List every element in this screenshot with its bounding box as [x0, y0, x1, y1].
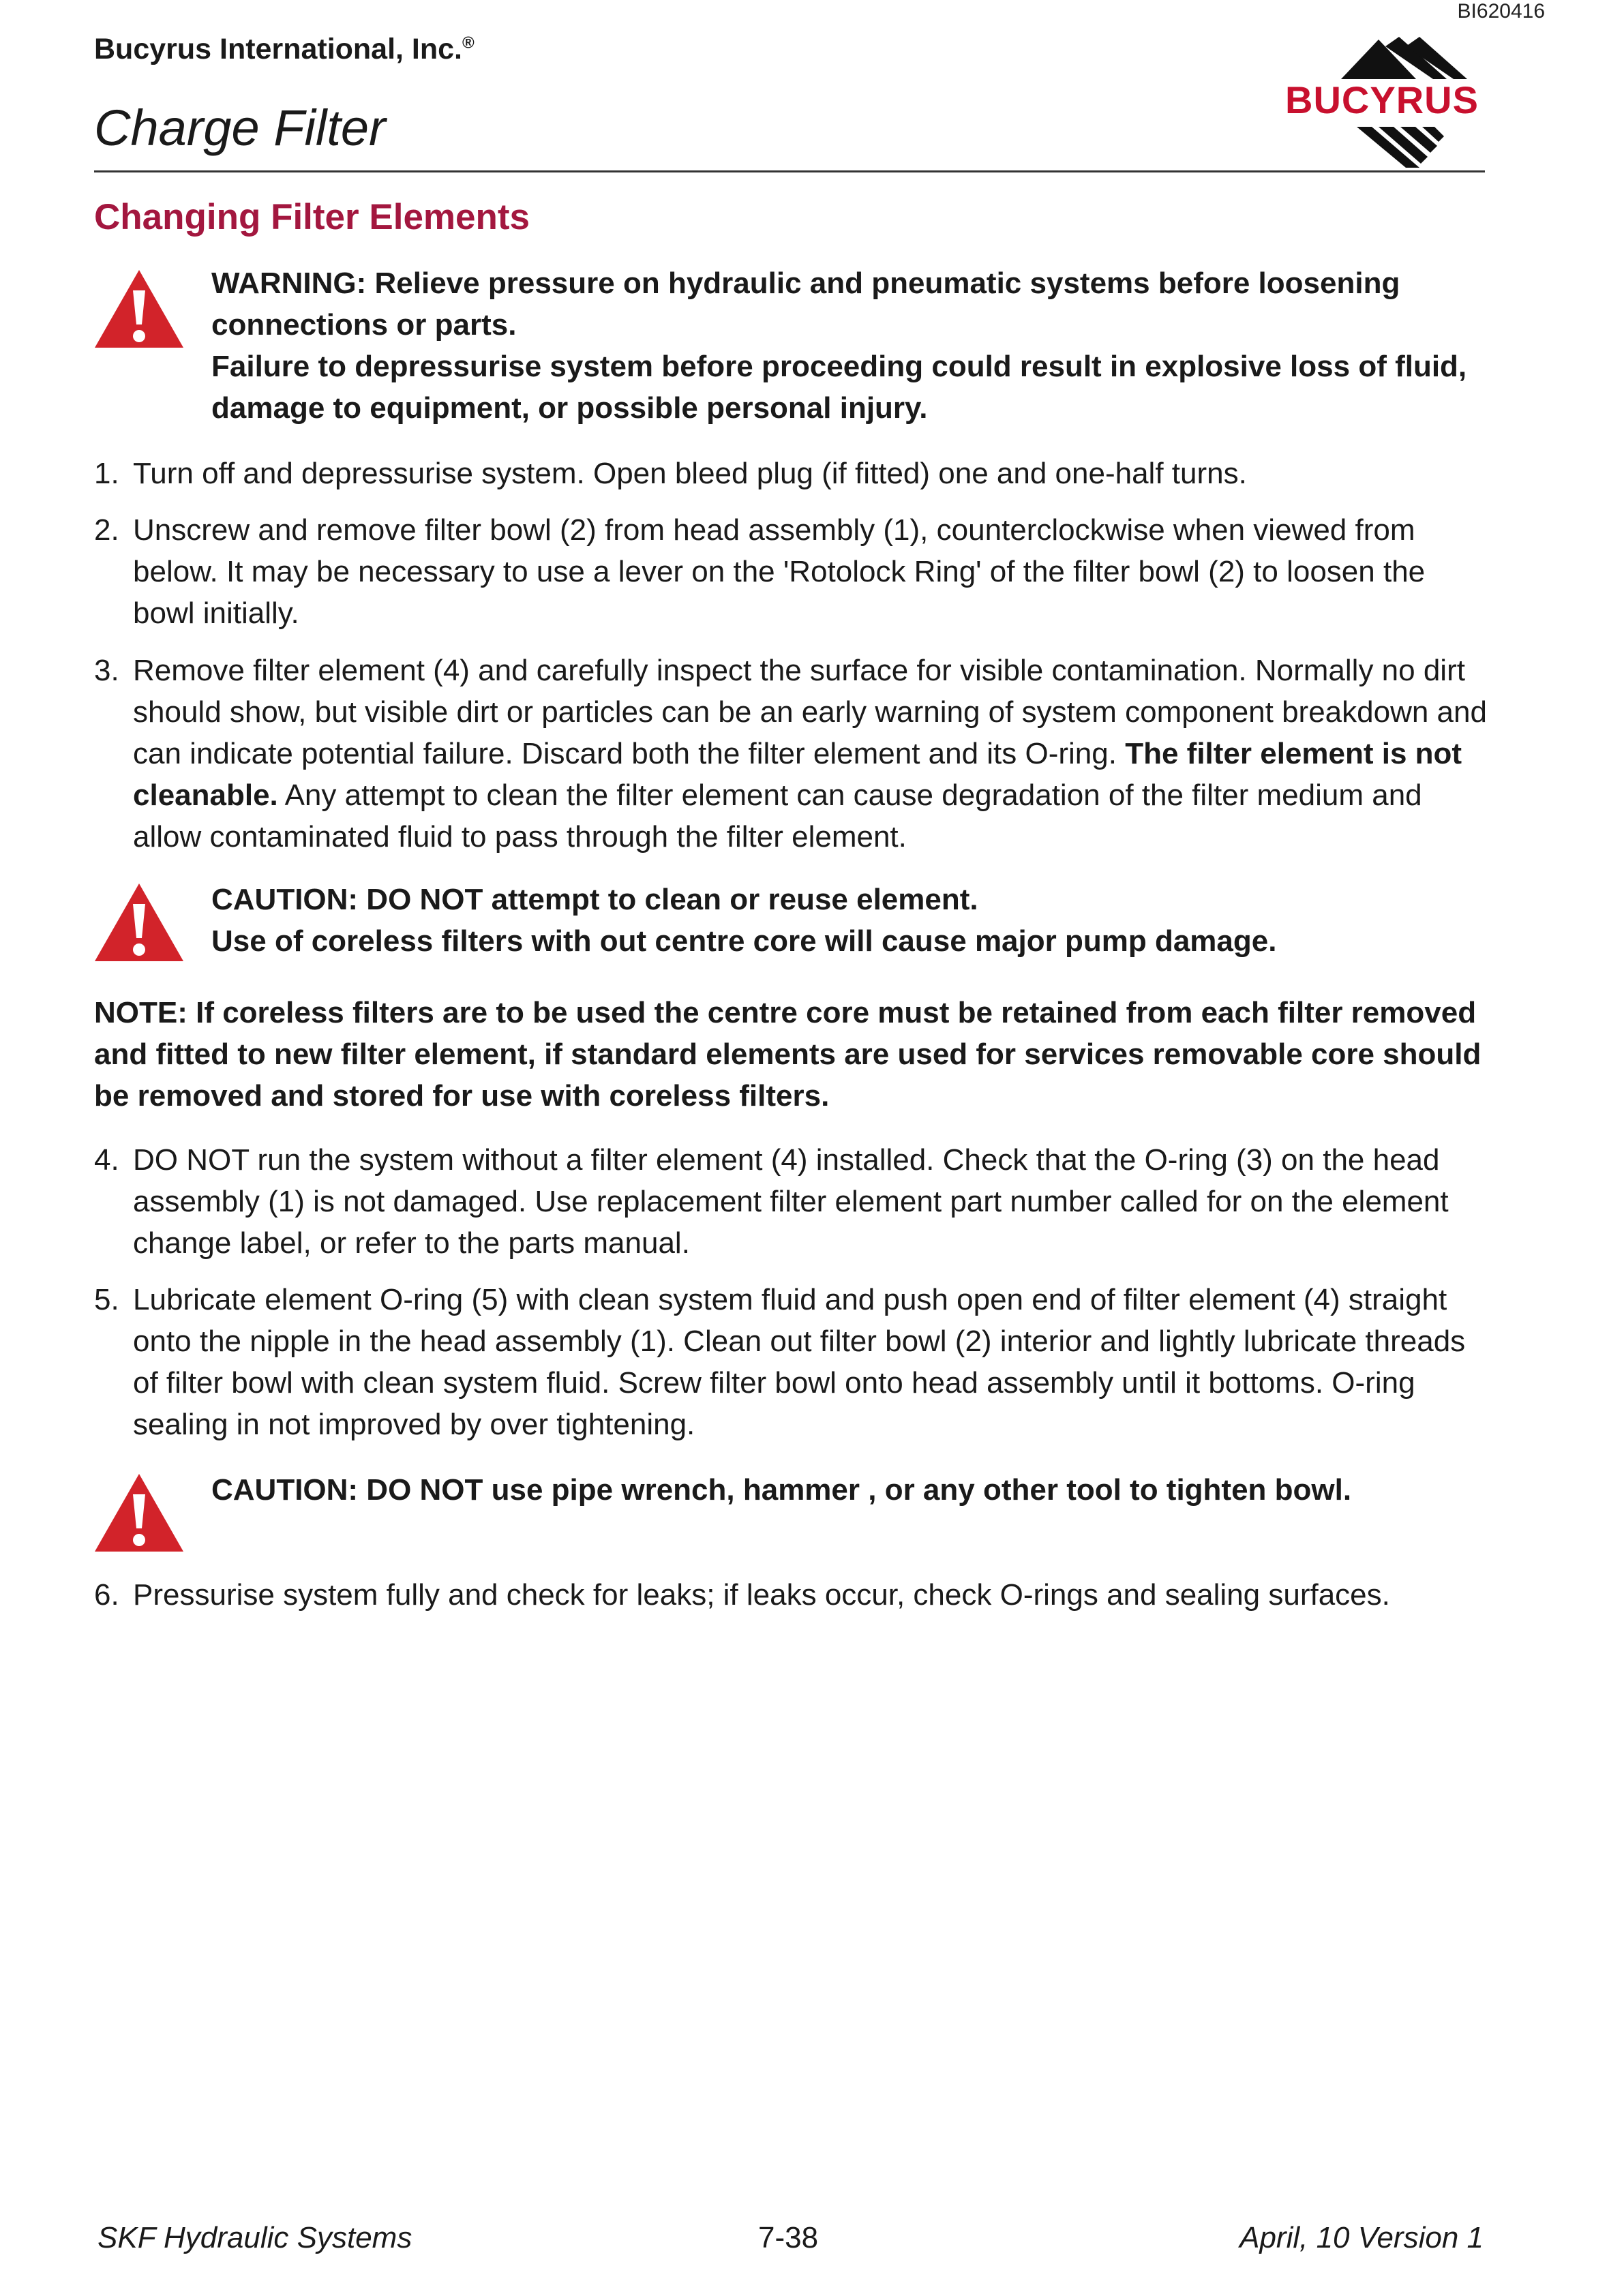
document-id: BI620416	[1457, 0, 1545, 22]
step-number: 4.	[94, 1143, 119, 1177]
step-text: DO NOT run the system without a filter element (4) installed. Check that the O-ring (3) on the head assembly (1) is not damaged. Use replacement filter element part number called for on the element change label, or refer to the parts manual.	[133, 1143, 1449, 1260]
caution-line-1: CAUTION: DO NOT use pipe wrench, hammer , or any other tool to tighten bowl.	[211, 1473, 1352, 1507]
emphasis-text: The filter element is not cleanable.	[133, 737, 1462, 812]
list-item-step-6	[94, 1574, 1492, 1616]
step-number: 5.	[94, 1283, 119, 1316]
company-name: Bucyrus International, Inc.®	[94, 33, 475, 65]
list-item-step-5	[94, 1279, 1492, 1445]
list-item-step-1	[94, 453, 1492, 494]
warning-triangle-icon	[93, 269, 185, 349]
caution-triangle-icon	[93, 1472, 185, 1553]
subsection-title: Changing Filter Elements	[94, 197, 530, 237]
step-text: Turn off and depressurise system. Open bleed plug (if fitted) one and one-half turns.	[133, 457, 1247, 490]
header-divider	[94, 170, 1485, 172]
bucyrus-logo	[1276, 37, 1488, 168]
step-number: 3.	[94, 654, 119, 687]
step-text: Remove filter element (4) and carefully inspect the surface for visible contamination. Normally no dirt should show, but visible dirt or particles can be an early warning of system component breakdown and can indicate potential failure. Discard both the filter element and its O-ring. The filter element is not cleanable. Any attempt to clean the filter element can cause degradation of the filter medium and allow contaminated fluid to pass through the filter element.	[133, 654, 1487, 854]
list-item-step-4	[94, 1139, 1492, 1264]
registered-mark: ®	[462, 33, 475, 52]
step-number: 1.	[94, 457, 119, 490]
caution-line-1: CAUTION: DO NOT attempt to clean or reuse element.	[211, 883, 978, 916]
caution-text	[211, 1469, 1493, 1511]
warning-line-1: WARNING: Relieve pressure on hydraulic and pneumatic systems before loosening connections or parts.	[211, 267, 1400, 342]
list-item-step-3	[94, 650, 1492, 858]
footer-left: SKF Hydraulic Systems	[97, 2221, 412, 2254]
step-text: Unscrew and remove filter bowl (2) from head assembly (1), counterclockwise when viewed from below. It may be necessary to use a lever on the 'Rotolock Ring' of the filter bowl (2) to loosen the bowl initially.	[133, 513, 1426, 630]
step-text: Pressurise system fully and check for leaks; if leaks occur, check O-rings and sealing surfaces.	[133, 1578, 1390, 1612]
caution-line-2: Use of coreless filters with out centre core will cause major pump damage.	[211, 924, 1277, 958]
page-number: 7-38	[758, 2221, 819, 2254]
step-text: Lubricate element O-ring (5) with clean system fluid and push open end of filter element (4) straight onto the nipple in the head assembly (1). Clean out filter bowl (2) interior and lightly lubricate threads of filter bowl with clean system fluid. Screw filter bowl onto head assembly until it bottoms. O-ring sealing in not improved by over tightening.	[133, 1283, 1466, 1441]
warning-text	[211, 262, 1493, 429]
caution-triangle-icon	[93, 882, 185, 963]
caution-text	[211, 879, 1493, 962]
warning-line-2: Failure to depressurise system before proceeding could result in explosive loss of fluid, damage to equipment, or possible personal injury.	[211, 350, 1467, 425]
list-item-step-2	[94, 509, 1492, 634]
step-number: 6.	[94, 1578, 119, 1612]
section-title: Charge Filter	[94, 100, 386, 156]
step-number: 2.	[94, 513, 119, 547]
note-text: NOTE: If coreless filters are to be used the centre core must be retained from each filter removed and fitted to new filter element, if standard elements are used for services removable core should be removed and stored for use with coreless filters.	[94, 996, 1482, 1113]
footer-right: April, 10 Version 1	[1239, 2221, 1484, 2254]
logo-text: BUCYRUS	[1285, 78, 1479, 121]
